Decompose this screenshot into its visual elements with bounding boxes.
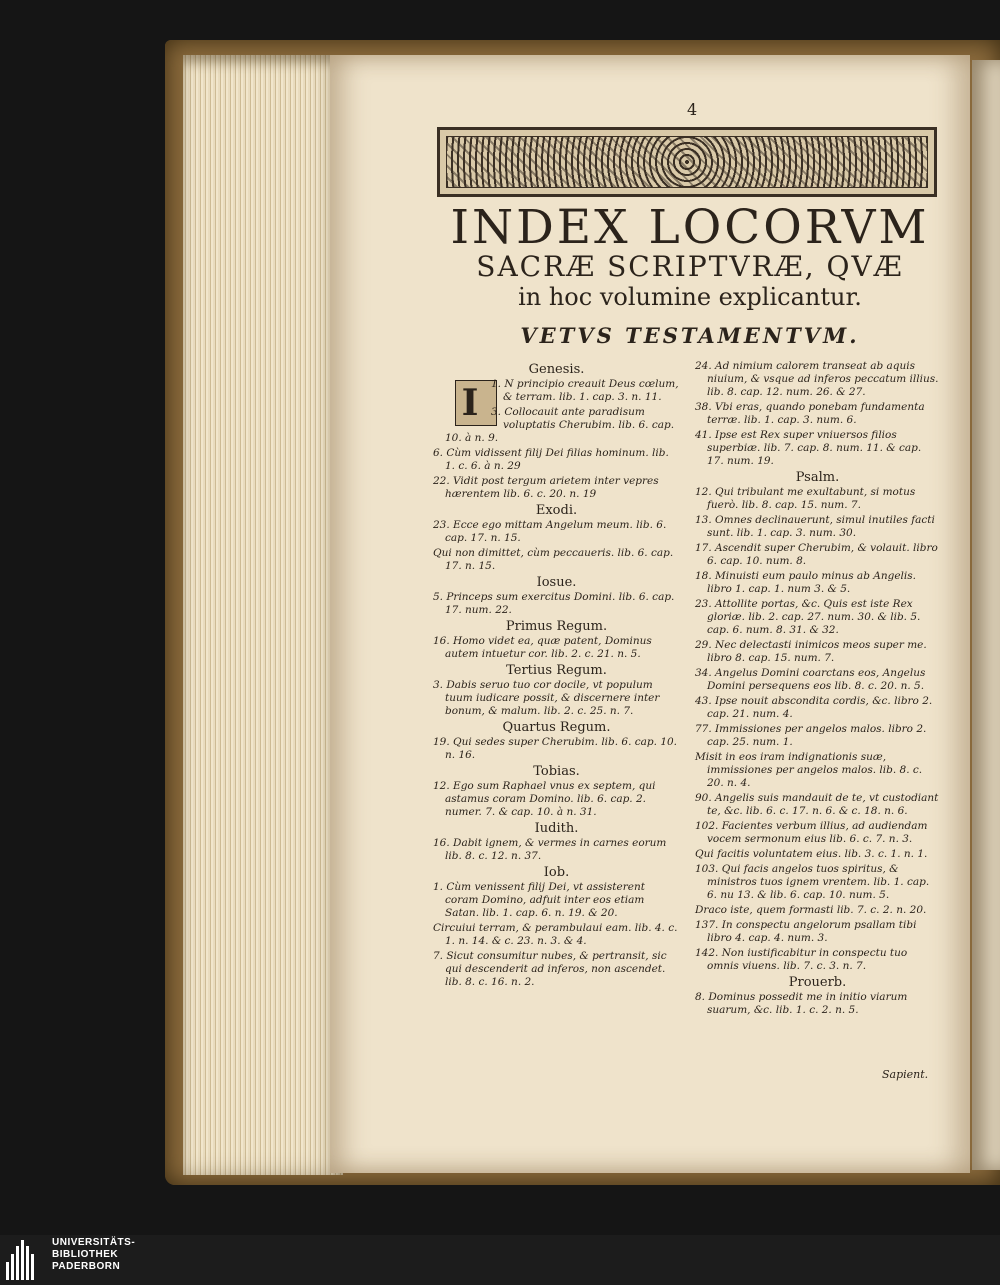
ornamental-headpiece (437, 127, 937, 197)
index-entry (695, 695, 940, 721)
index-entry (433, 922, 680, 948)
page-number: 4 (687, 100, 698, 119)
book-heading (433, 765, 680, 778)
index-entry (695, 947, 940, 973)
entry-text: Quartus Regum. (502, 720, 611, 735)
index-entry (695, 598, 940, 637)
entry-text: 3. Dabis seruo tuo cor docile, vt populum tuum iudicare possit, & discernere inter bonum, & malum. lib. 2. c. 25. n. 7. (433, 679, 660, 717)
entry-text: 142. Non iustificabitur in conspectu tuo omnis viuens. lib. 7. c. 3. n. 7. (695, 947, 908, 972)
book-heading (433, 504, 680, 517)
entry-text: Genesis. (528, 362, 585, 377)
index-entry (695, 542, 940, 568)
entry-text: 6. Cùm vidissent filij Dei filias hominum. lib. 1. c. 6. à n. 29 (433, 447, 669, 472)
entry-text: Qui non dimittet, cùm peccaueris. lib. 6. cap. 17. n. 15. (433, 547, 674, 572)
index-entry (433, 837, 680, 863)
index-entry (433, 519, 680, 545)
index-entry (695, 429, 940, 468)
facing-page-edge (972, 60, 1000, 1170)
index-entry (695, 904, 940, 917)
entry-text: Tobias. (533, 764, 580, 779)
index-entry (695, 820, 940, 846)
index-entry (695, 401, 940, 427)
index-entry (695, 792, 940, 818)
index-entry (433, 881, 680, 920)
entry-text: 102. Facientes verbum illius, ad audiendam vocem sermonum eius lib. 6. c. 7. n. 3. (695, 820, 928, 845)
section-heading: VETVS TESTAMENTVM. (520, 323, 860, 348)
index-entry (695, 863, 940, 902)
index-entry (695, 751, 940, 790)
entry-text: 1. Cùm venissent filij Dei, vt assisterent coram Domino, adfuit inter eos etiam Satan. lib. 1. cap. 6. n. 19. & 20. (433, 881, 645, 919)
catchword: Sapient. (882, 1068, 929, 1081)
index-entry (695, 667, 940, 693)
index-entry (695, 514, 940, 540)
entry-text: 23. Ecce ego mittam Angelum meum. lib. 6. cap. 17. n. 15. (433, 519, 667, 544)
page-edges (183, 55, 343, 1175)
index-entry (433, 780, 680, 819)
title-line-2: SACRÆ SCRIPTVRÆ, QVÆ (476, 250, 904, 283)
entry-text: 1. N principio creauit Deus cœlum, & terram. lib. 1. cap. 3. n. 11. (491, 378, 679, 403)
entry-text: 34. Angelus Domini coarctans eos, Angelus Domini persequens eos lib. 8. c. 20. n. 5. (695, 667, 926, 692)
decorated-initial: I (455, 380, 497, 426)
entry-text: 22. Vidit post tergum arietem inter vepres hærentem lib. 6. c. 20. n. 19 (433, 475, 659, 500)
index-entry (433, 950, 680, 989)
index-entry (433, 547, 680, 573)
library-line-2: BIBLIOTHEK (52, 1249, 119, 1260)
entry-text: Iudith. (534, 821, 579, 836)
entry-text: Prouerb. (788, 975, 847, 990)
entry-text: Qui facitis voluntatem eius. lib. 3. c. 1. n. 1. (695, 848, 928, 860)
index-entry (695, 991, 940, 1017)
index-entry (433, 475, 680, 501)
entry-text: 18. Minuisti eum paulo minus ab Angelis. libro 1. cap. 1. num 3. & 5. (695, 570, 916, 595)
entry-text: 90. Angelis suis mandauit de te, vt custodiant te, &c. lib. 6. c. 17. n. 6. & c. 18. n. 6. (695, 792, 939, 817)
book-heading (433, 363, 680, 376)
index-entry (433, 378, 680, 424)
library-line-1: UNIVERSITÄTS- (52, 1237, 136, 1248)
title-line-3: in hoc volumine explicantur. (518, 283, 862, 311)
right-index-column (695, 360, 940, 1019)
index-entry (695, 639, 940, 665)
entry-text: 43. Ipse nouit abscondita cordis, &c. libro 2. cap. 21. num. 4. (695, 695, 933, 720)
index-entry (695, 848, 940, 861)
library-footer (0, 1235, 1000, 1285)
book-heading (433, 822, 680, 835)
entry-text: 7. Sicut consumitur nubes, & pertransit, sic qui descenderit ad inferos, non ascendet. lib. 8. c. 16. n. 2. (433, 950, 667, 988)
entry-text: 77. Immissiones per angelos malos. libro 2. cap. 25. num. 1. (695, 723, 927, 748)
entry-text: 12. Ego sum Raphael vnus ex septem, qui astamus coram Domino. lib. 6. cap. 2. numer. 7. & cap. 10. à n. 31. (433, 780, 656, 818)
index-entry (433, 591, 680, 617)
entry-text: 38. Vbi eras, quando ponebam fundamenta terræ. lib. 1. cap. 3. num. 6. (695, 401, 925, 426)
entry-text: Exodi. (535, 503, 578, 518)
index-entry (695, 919, 940, 945)
book-heading (695, 471, 940, 484)
book-heading (433, 620, 680, 633)
entry-text: 17. Ascendit super Cherubim, & volauit. libro 6. cap. 10. num. 8. (695, 542, 938, 567)
entry-text: Primus Regum. (505, 619, 608, 634)
entry-text: 12. Qui tribulant me exultabunt, si motus fuerò. lib. 8. cap. 15. num. 7. (695, 486, 916, 511)
book-heading (695, 976, 940, 989)
library-name (52, 1237, 135, 1273)
index-entry (433, 736, 680, 762)
library-line-3: PADERBORN (52, 1261, 121, 1272)
entry-text: 16. Homo videt ea, quæ patent, Dominus autem intuetur cor. lib. 2. c. 21. n. 5. (433, 635, 652, 660)
index-entry (433, 635, 680, 661)
entry-text: 3. Collocauit ante paradisum voluptatis Cherubim. lib. 6. cap. 10. à n. 9. (445, 406, 675, 444)
index-entry (695, 360, 940, 399)
entry-text: Psalm. (795, 470, 840, 485)
entry-text: 29. Nec delectasti inimicos meos super me. libro 8. cap. 15. num. 7. (695, 639, 927, 664)
entry-text: 19. Qui sedes super Cherubim. lib. 6. cap. 10. n. 16. (433, 736, 678, 761)
entry-text: 8. Dominus possedit me in initio viarum suarum, &c. lib. 1. c. 2. n. 5. (695, 991, 908, 1016)
entry-text: 137. In conspectu angelorum psallam tibi libro 4. cap. 4. num. 3. (695, 919, 917, 944)
book-heading (433, 576, 680, 589)
entry-text: Circuiui terram, & perambulaui eam. lib. 4. c. 1. n. 14. & c. 23. n. 3. & 4. (433, 922, 678, 947)
index-entry (695, 570, 940, 596)
index-entry (433, 447, 680, 473)
book-heading (433, 866, 680, 879)
entry-text: Misit in eos iram indignationis suæ, immissiones per angelos malos. lib. 8. c. 20. n. 4. (695, 751, 923, 789)
left-index-column (433, 360, 680, 991)
title-line-1: INDEX LOCORVM (450, 200, 930, 255)
book-heading (433, 721, 680, 734)
entry-text: Iob. (543, 865, 570, 880)
entry-text: 5. Princeps sum exercitus Domini. lib. 6. cap. 17. num. 22. (433, 591, 675, 616)
book-heading (433, 664, 680, 677)
entry-text: Draco iste, quem formasti lib. 7. c. 2. n. 20. (695, 904, 927, 916)
index-entry (695, 723, 940, 749)
index-entry (695, 486, 940, 512)
entry-text: 16. Dabit ignem, & vermes in carnes eorum lib. 8. c. 12. n. 37. (433, 837, 667, 862)
entry-text: 24. Ad nimium calorem transeat ab aquis niuium, & vsque ad inferos peccatum illius. lib. 8. cap. 12. num. 26. & 27. (695, 360, 939, 398)
entry-text: 41. Ipse est Rex super vniuersos filios superbiæ. lib. 7. cap. 8. num. 11. & cap. 17. num. 19. (695, 429, 922, 467)
library-logo-icon (6, 1240, 46, 1280)
entry-text: Iosue. (536, 575, 577, 590)
index-entry (433, 679, 680, 718)
entry-text: 23. Attollite portas, &c. Quis est iste Rex gloriæ. lib. 2. cap. 27. num. 30. & lib. 5. cap. 6. num. 8. 31. & 32. (695, 598, 921, 636)
entry-text: Tertius Regum. (506, 663, 607, 678)
entry-text: 13. Omnes declinauerunt, simul inutiles facti sunt. lib. 1. cap. 3. num. 30. (695, 514, 935, 539)
entry-text: 103. Qui facis angelos tuos spiritus, & ministros tuos ignem vrentem. lib. 1. cap. 6. nu 13. & lib. 6. cap. 10. num. 5. (695, 863, 930, 901)
